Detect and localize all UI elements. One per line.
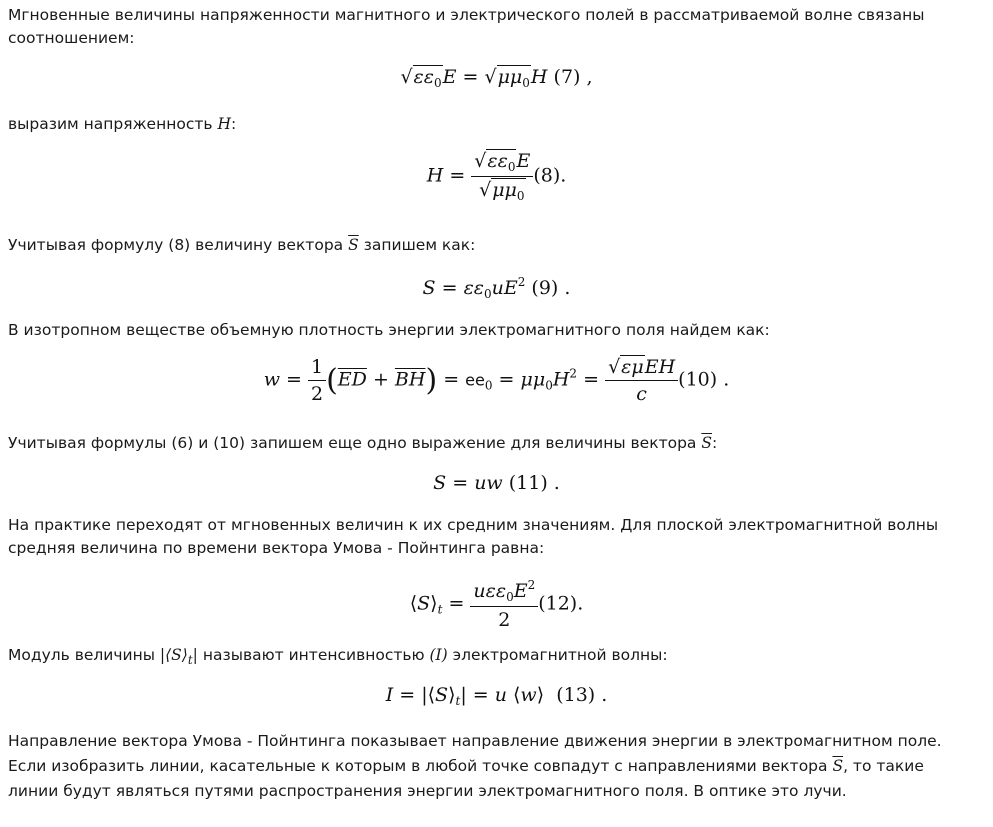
equation-12: $⟨S⟩_t$ = $\frac{u\varepsilon\varepsilon_0E^2}{2}$ (12).	[409, 578, 584, 631]
paragraph-formulas-6-10: Учитывая формулы (6) и (10) запишем еще одно выражение для величины вектора $\overline{S}$:	[8, 434, 718, 452]
paragraph-vector-s: Учитывая формулу (8) величину вектора $\overline{S}$ запишем как:	[8, 236, 476, 254]
paragraph-intensity: Модуль величины $|⟨S⟩_t|$ называют интенсивностью (I) электромагнитной волны:	[8, 646, 668, 667]
paragraph-direction: Направление вектора Умова - Пойнтинга показывает направление движения энергии в электромагнитном поле. Если изобразить линии, касательные к которым в любой точке совпадут с направлениями вектора $\overline{S}$, то такие линии будут являться путями распространения энергии электромагнитного поля. В оптике это лучи.	[8, 732, 942, 800]
paragraph-energy-density: В изотропном веществе объемную плотность энергии электромагнитного поля найдем как:	[8, 321, 770, 339]
equation-7: $√\varepsilon\varepsilon_0E = √\mu\mu_0H$ (7) ,	[400, 66, 593, 90]
paragraph-average-values: На практике переходят от мгновенных величин к их средним значениям. Для плоской электромагнитной волны средняя величина по времени вектора Умова - Пойнтинга равна:	[8, 516, 939, 557]
equation-13: $I = |⟨S⟩_t| = u$ ⟨w⟩ (13) .	[385, 684, 608, 708]
paragraph-express-h: выразим напряженность H:	[8, 115, 237, 133]
equation-8: H = $\frac{√\varepsilon\varepsilon_0E}{√\mu\mu_0}$ (8).	[426, 150, 567, 203]
equation-11: S = uw (11) .	[433, 472, 560, 494]
equation-9: $S = \varepsilon\varepsilon_0uE^2$ (9) .	[422, 275, 571, 301]
equation-10: w = $\frac{1}{2}$ $(\overline{ED} + \overline{BH}) = ee_0 = \mu\mu_0H^2$ = $\frac{\text{√εμEH}}{c}$ (10) .	[263, 356, 730, 405]
paragraph-intro: Мгновенные величины напряженности магнитного и электрического полей в рассматриваемой волне связаны соотношением:	[8, 6, 925, 47]
